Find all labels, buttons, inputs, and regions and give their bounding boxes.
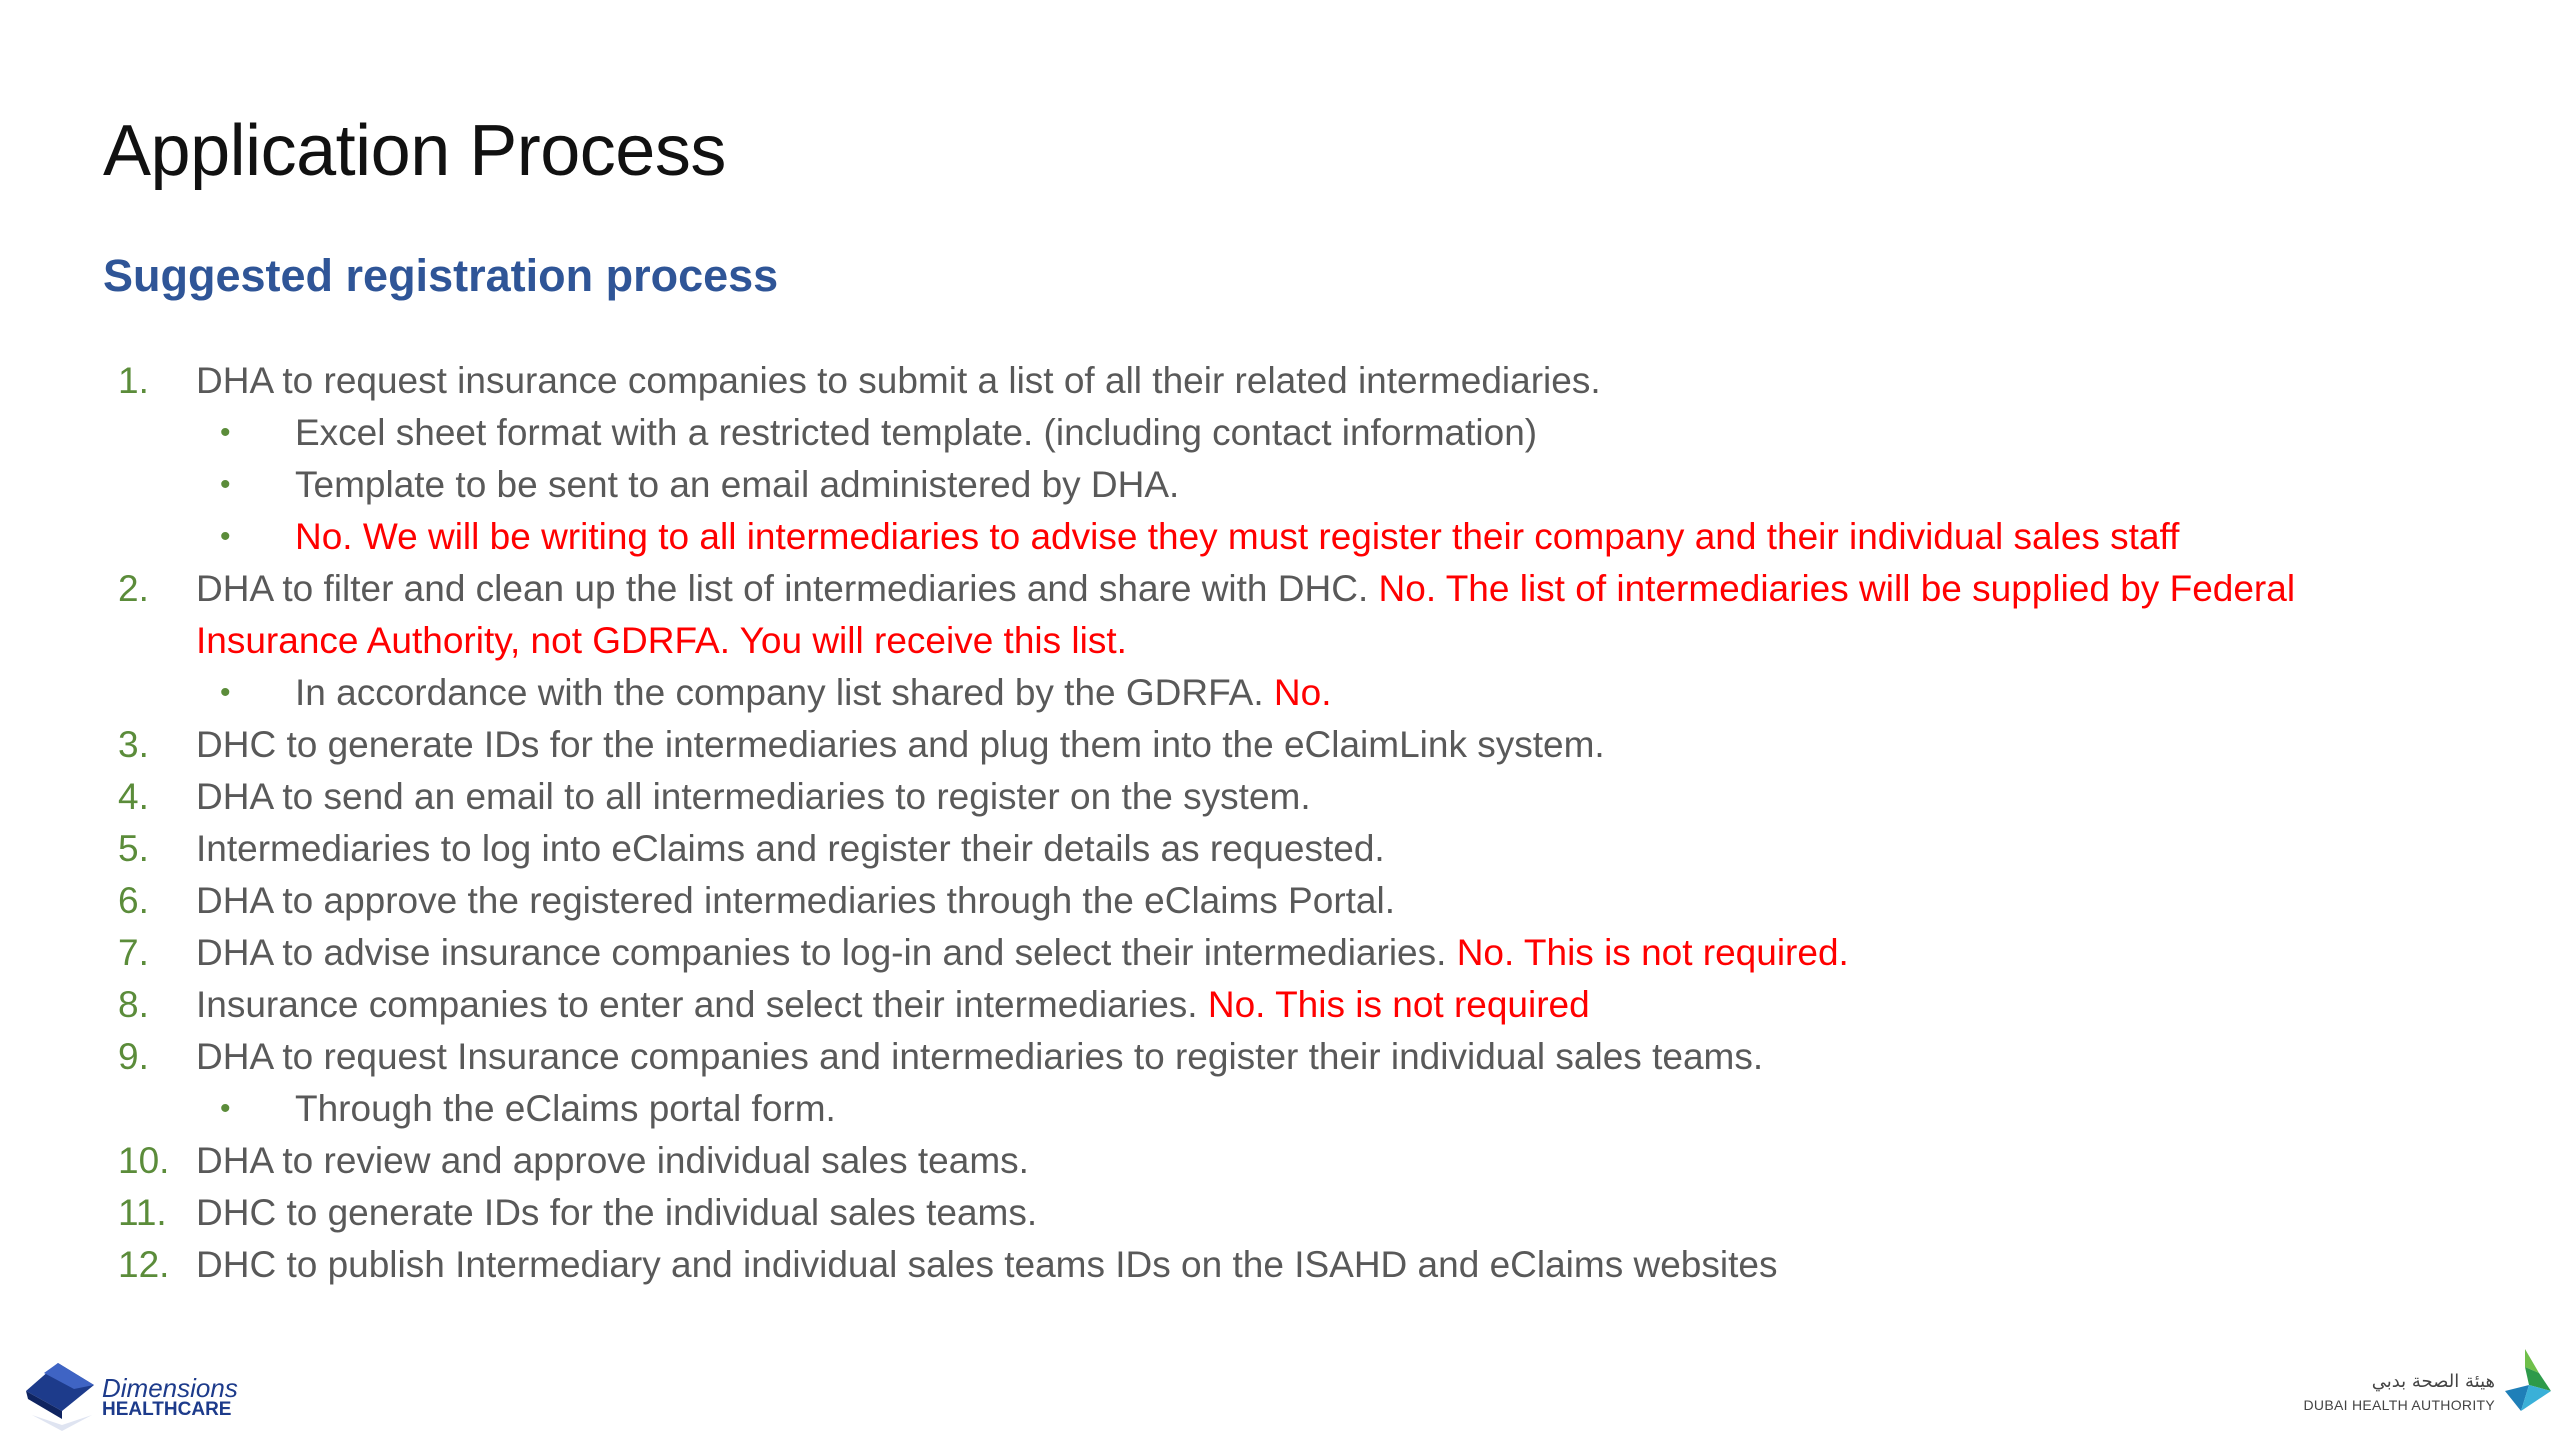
- list-item: [0, 1031, 2560, 1083]
- sub-list-item: [0, 511, 2560, 563]
- logo-arabic-name: هيئة الصحة بدبي: [2371, 1371, 2495, 1392]
- dha-leaf-icon: [2495, 1345, 2555, 1425]
- list-item: [0, 563, 2330, 667]
- item-body: Intermediaries to log into eClaims and register their details as requested.: [196, 828, 1385, 869]
- item-text: [0, 823, 2560, 875]
- logo-name: Dimensions: [102, 1373, 238, 1403]
- list-item: [0, 1239, 2560, 1291]
- list-item: [0, 823, 2560, 875]
- slide-title: Application Process: [103, 111, 726, 191]
- item-text: [0, 563, 2330, 667]
- sub-item-note: No. We will be writing to all intermediaries to advise they must register their company and their individual sales staff: [295, 516, 2180, 557]
- item-number: 12.: [118, 1244, 170, 1285]
- list-item: [0, 875, 2560, 927]
- sub-item-text: [0, 1083, 2560, 1135]
- item-text: [0, 875, 2560, 927]
- item-note: No. The list of intermediaries will be supplied by Federal Insurance Authority, not GDRFA. You will receive this list.: [196, 568, 2296, 661]
- bullet-icon: •: [220, 416, 231, 449]
- item-body: DHC to publish Intermediary and individual sales teams IDs on the ISAHD and eClaims websites: [196, 1244, 1778, 1285]
- item-text: [0, 979, 2560, 1031]
- item-body: DHC to generate IDs for the intermediaries and plug them into the eClaimLink system.: [196, 724, 1605, 765]
- item-text: [0, 719, 2560, 771]
- list-item: [0, 979, 2560, 1031]
- list-item: [0, 719, 2560, 771]
- list-item: [0, 1135, 2560, 1187]
- sub-item-text: [0, 407, 2560, 459]
- sub-item-text: [0, 511, 2560, 563]
- item-number: 8.: [118, 984, 149, 1025]
- item-body: DHA to request Insurance companies and intermediaries to register their individual sales teams.: [196, 1036, 1764, 1077]
- item-body: Insurance companies to enter and select their intermediaries.: [196, 984, 1208, 1025]
- sub-item-body: Excel sheet format with a restricted template. (including contact information): [295, 412, 1538, 453]
- sub-item-text: [0, 667, 2560, 719]
- bullet-icon: •: [220, 676, 231, 709]
- dha-logo: [2303, 1345, 2555, 1435]
- item-number: 1.: [118, 360, 149, 401]
- item-text: [0, 355, 2560, 407]
- item-text: [0, 1135, 2560, 1187]
- sub-list-item: [0, 1083, 2560, 1135]
- item-body: DHA to request insurance companies to submit a list of all their related intermediaries.: [196, 360, 1601, 401]
- logo-english-name: DUBAI HEALTH AUTHORITY: [2303, 1397, 2495, 1413]
- item-body: DHA to filter and clean up the list of intermediaries and share with DHC.: [196, 568, 1379, 609]
- slide-subtitle: Suggested registration process: [103, 250, 779, 301]
- item-text: [0, 1031, 2560, 1083]
- dimensions-healthcare-logo: [22, 1355, 262, 1435]
- bullet-icon: •: [220, 468, 231, 501]
- process-list: [0, 355, 2560, 1291]
- list-item: [0, 355, 2560, 407]
- sub-list-item: [0, 407, 2560, 459]
- item-body: DHA to approve the registered intermediaries through the eClaims Portal.: [196, 880, 1395, 921]
- item-number: 6.: [118, 880, 149, 921]
- sub-list-item: [0, 667, 2560, 719]
- item-text: [0, 1187, 2560, 1239]
- sub-item-body: Template to be sent to an email administered by DHA.: [295, 464, 1180, 505]
- item-number: 3.: [118, 724, 149, 765]
- logo-sub: HEALTHCARE: [102, 1399, 232, 1420]
- sub-item-note: No.: [1273, 672, 1332, 713]
- item-number: 5.: [118, 828, 149, 869]
- item-text: [0, 1239, 2560, 1291]
- item-note: No. This is not required: [1207, 984, 1590, 1025]
- item-number: 2.: [118, 568, 149, 609]
- item-number: 10.: [118, 1140, 170, 1181]
- sub-list-item: [0, 459, 2560, 511]
- item-text: [0, 927, 2560, 979]
- item-number: 4.: [118, 776, 149, 817]
- sub-item-body: In accordance with the company list shared by the GDRFA.: [295, 672, 1274, 713]
- item-body: DHA to send an email to all intermediaries to register on the system.: [196, 776, 1311, 817]
- item-note: No. This is not required.: [1456, 932, 1849, 973]
- item-body: DHC to generate IDs for the individual sales teams.: [196, 1192, 1038, 1233]
- item-body: DHA to review and approve individual sales teams.: [196, 1140, 1029, 1181]
- item-text: [0, 771, 2560, 823]
- item-body: DHA to advise insurance companies to log-in and select their intermediaries.: [196, 932, 1457, 973]
- dimensions-diamond-icon: [22, 1355, 102, 1435]
- sub-item-text: [0, 459, 2560, 511]
- list-item: [0, 927, 2560, 979]
- bullet-icon: •: [220, 520, 231, 553]
- list-item: [0, 1187, 2560, 1239]
- item-number: 11.: [118, 1192, 167, 1233]
- sub-item-body: Through the eClaims portal form.: [295, 1088, 836, 1129]
- bullet-icon: •: [220, 1092, 231, 1125]
- item-number: 9.: [118, 1036, 149, 1077]
- list-item: [0, 771, 2560, 823]
- item-number: 7.: [118, 932, 149, 973]
